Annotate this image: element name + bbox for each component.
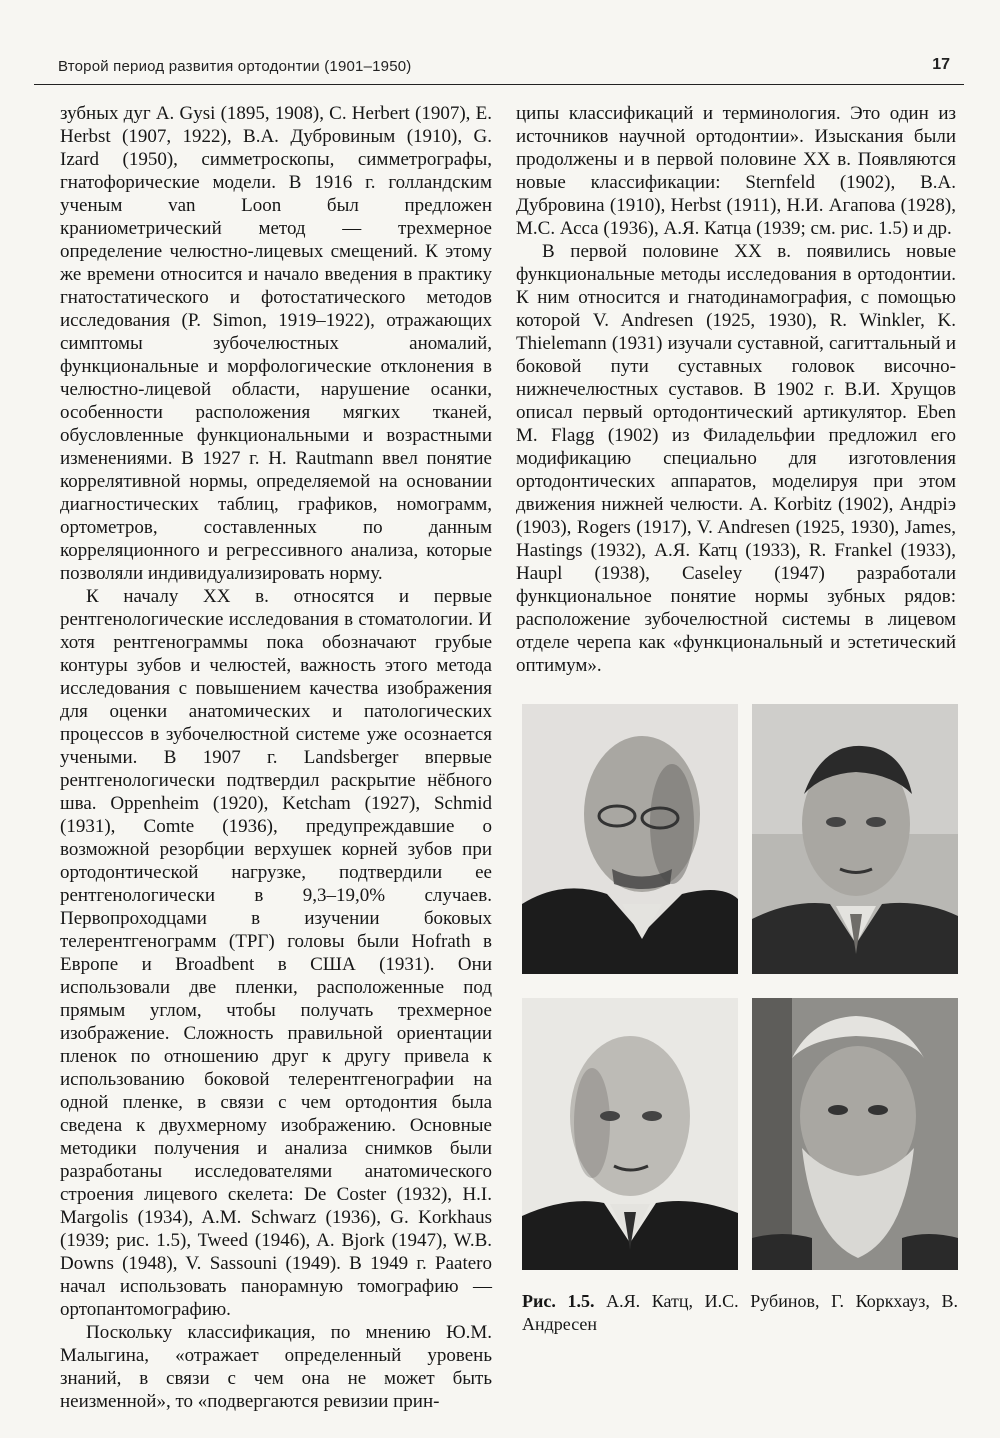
portrait-rubinov-image (752, 704, 958, 974)
portrait-andresen (752, 998, 958, 1270)
portrait-rubinov (752, 704, 958, 974)
left-text-column (60, 102, 492, 1413)
running-header (34, 40, 964, 85)
left-paragraph-2: К началу XX в. относятся и первые рентгенологические исследования в стоматологии. И хотя рентгенограммы пока обозначают грубые контуры зубов и челюстей, важность этого метода исследования с повышением качества изображения для оценки анатомических и патологических процессов в зубочелюстной системе уже осознается учеными. В 1907 г. Landsberger впервые рентгенологически подтвердил раскрытие нёбного шва. Oppenheim (1920), Ketcham (1927), Schmid (1931), Comte (1936), предупреждавшие о возможной резорбции верхушек корней зубов при ортодонтической нагрузке, подтвердили ее рентгенологически в 9,3–19,0% случаев. Первопроходцами в изучении боковых телерентгенограмм (ТРГ) головы были Hofrath в Европе и Broadbent в США (1931). Они использовали две пленки, расположенные под прямым углом, чтобы получать трехмерное изображение. Сложность правильной ориентации пленок по отношению друг к другу привела к использованию боковой телерентгенографии на одной пленке, в связи с чем ортодонтия была сведена к двухмерному изображению. Основные методики получения и анализа снимков были разработаны исследователями анатомического строения лицевого скелета: De Coster (1932), H.I. Margolis (1934), A.M. Schwarz (1936), G. Korkhaus (1939; рис. 1.5), Tweed (1946), A. Bjork (1947), W.B. Downs (1948), V. Sassouni (1949). В 1949 г. Paatero начал использовать панорамную томографию — ортопантомографию. (60, 586, 492, 1320)
page-number: 17 (932, 56, 950, 73)
header-title: Второй период развития ортодонтии (1901–1950) (58, 58, 412, 75)
portrait-katz-image (522, 704, 738, 974)
portrait-katz (522, 704, 738, 974)
figure-caption-label: Рис. 1.5. (522, 1291, 595, 1311)
right-paragraph-1: ципы классификаций и терминология. Это один из источников научной ортодонтии». Изыскания были продолжены и в первой половине XX в. Появляются новые классификации: Sternfeld (1902), В.А. Дубровина (1910), Herbst (1911), Н.И. Агапова (1928), М.С. Асса (1936), А.Я. Катца (1939; см. рис. 1.5) и др. (516, 103, 956, 239)
figure-caption-text: А.Я. Катц, И.С. Рубинов, Г. Коркхауз, В. Андресен (522, 1291, 959, 1334)
right-paragraph-2: В первой половине XX в. появились новые функциональные методы исследования в ортодонтии. К ним относится и гнатодинамография, с помощью которой V. Andresen (1925, 1930), R. Winkler, K. Thielemann (1931) изучали суставной, сагиттальный и боковой пути суставных головок височно-нижнечелюстных суставов. В 1902 г. В.И. Хрущов описал первый ортодонтический артикулятор. Eben M. Flagg (1902) из Филадельфии предложил его модификацию специально для изготовления ортодонтических аппаратов, моделируя при этом движения нижней челюсти. A. Korbitz (1902), Андрiэ (1903), Rogers (1917), V. Andresen (1925, 1930), James, Hastings (1932), А.Я. Катц (1933), R. Frankel (1933), Haupl (1938), Caseley (1947) разработали функциональное понятие нормы зубных рядов: расположение зубочелюстной системы в лицевом отделе черепа как «функциональный и эстетический оптимум». (516, 241, 956, 676)
left-paragraph-1: зубных дуг A. Gysi (1895, 1908), C. Herbert (1907), E. Herbst (1907, 1922), В.А. Дубровиным (1910), G. Izard (1950), симметроскопы, симметрографы, гнатофорические модели. В 1916 г. голландским ученым van Loon был предложен краниометрический метод — трехмерное определение челюстно-лицевых смещений. К этому же времени относится и начало введения в практику гнатостатического и фотостатического методов исследования (P. Simon, 1919–1922), отражающих симптомы зубочелюстных аномалий, функциональные и морфологические отклонения в челюстно-лицевой области, нарушение осанки, особенности расположения мягких тканей, обусловленные функциональными и возрастными изменениями. В 1927 г. H. Rautmann ввел понятие коррелятивной нормы, определяемой на основании диагностических таблиц, графиков, номограмм, ортометров, составленных по данным корреляционного и регрессивного анализа, которые позволяли индивидуализировать норму. (60, 103, 492, 584)
portrait-korkhaus (522, 998, 738, 1270)
right-text-column (516, 102, 956, 677)
portrait-andresen-image (752, 998, 958, 1270)
left-paragraph-3: Поскольку классификация, по мнению Ю.М. Малыгина, «отражает определенный уровень знаний, в связи с чем она не может быть неизменной», то «подвергаются ревизии прин- (60, 1322, 492, 1412)
portrait-korkhaus-image (522, 998, 738, 1270)
figure-caption (522, 1290, 958, 1336)
